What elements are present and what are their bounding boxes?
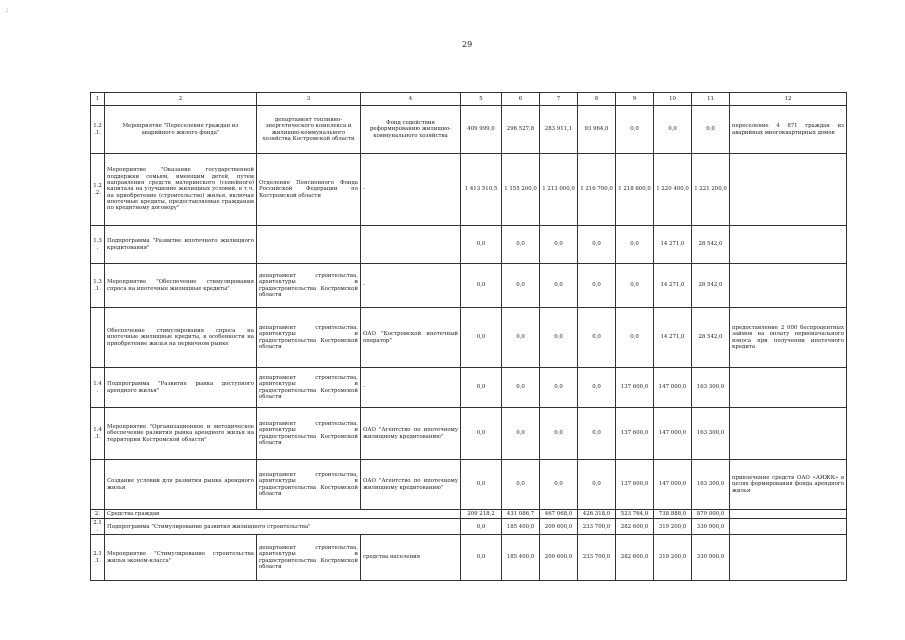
row-value: 0,0: [461, 408, 502, 460]
row-executor: Отделение Пенсионного Фонда Российской Федерации по Костромской области: [257, 154, 361, 226]
row-result: переселение 4 871 граждан из аварийных многоквартирных домов: [730, 106, 847, 154]
row-value: 163 300,0: [692, 408, 730, 460]
page-number: 29: [462, 40, 473, 49]
table-row: [91, 106, 847, 154]
row-result: [730, 226, 847, 264]
column-number: 9: [616, 93, 654, 106]
row-source: Фонд содействия реформированию жилищно-коммунального хозяйства: [361, 106, 461, 154]
row-value: 14 271,0: [654, 308, 692, 368]
row-value: 14 271,0: [654, 264, 692, 308]
section-value: 426 318,0: [578, 510, 616, 519]
section-code: 2.: [91, 510, 105, 519]
row-result: [730, 519, 847, 535]
row-value: 0,0: [540, 264, 578, 308]
section-row: [91, 510, 847, 519]
table-row: [91, 519, 847, 535]
row-value: 163 300,0: [692, 460, 730, 510]
row-value: 0,0: [616, 308, 654, 368]
row-value: 28 542,0: [692, 226, 730, 264]
row-executor: департамент строительства, архитектуры и градостроительства Костромской области: [257, 460, 361, 510]
row-value: 0,0: [461, 460, 502, 510]
row-value: 296 527,8: [502, 106, 540, 154]
column-number: 11: [692, 93, 730, 106]
row-result: [730, 535, 847, 581]
row-value: 409 999,0: [461, 106, 502, 154]
row-code: 1.3.: [91, 226, 105, 264]
row-code: 1.4.1.: [91, 408, 105, 460]
row-value: 282 600,0: [616, 519, 654, 535]
row-value: 0,0: [461, 368, 502, 408]
row-value: 0,0: [461, 535, 502, 581]
row-value: 147 000,0: [654, 408, 692, 460]
row-executor: [257, 226, 361, 264]
table-row: [91, 154, 847, 226]
row-value: 185 400,0: [502, 519, 540, 535]
section-value: 209 218,2: [461, 510, 502, 519]
row-code: 1.2.1.: [91, 106, 105, 154]
row-value: 0,0: [578, 308, 616, 368]
row-value: 137 600,0: [616, 408, 654, 460]
table-row: [91, 460, 847, 510]
row-code: [91, 460, 105, 510]
row-executor: департамент строительства, архитектуры и градостроительства Костромской области: [257, 264, 361, 308]
row-value: 0,0: [654, 106, 692, 154]
row-value: 0,0: [616, 226, 654, 264]
table-row: [91, 226, 847, 264]
row-value: 28 542,0: [692, 308, 730, 368]
row-value: 185 400,0: [502, 535, 540, 581]
row-value: 319 200,0: [654, 519, 692, 535]
section-value: 523 764,0: [616, 510, 654, 519]
program-funding-table: [90, 92, 847, 581]
row-source: средства населения: [361, 535, 461, 581]
row-value: 0,0: [578, 408, 616, 460]
row-value: 0,0: [502, 368, 540, 408]
row-name: Обеспечение стимулирования спроса на ипотечные жилищные кредиты, в особенности на приобретение жилья на первичном рынке: [105, 308, 257, 368]
row-value: 0,0: [502, 460, 540, 510]
section-value: 467 068,0: [540, 510, 578, 519]
section-value: 738 888,0: [654, 510, 692, 519]
row-value: 0,0: [502, 308, 540, 368]
row-value: 1 155 200,0: [502, 154, 540, 226]
row-value: 163 300,0: [692, 368, 730, 408]
row-name: Мероприятие "Переселение граждан из аварийного жилого фонда": [105, 106, 257, 154]
table-row: [91, 408, 847, 460]
row-value: 233 700,0: [578, 519, 616, 535]
row-value: 1 220 400,0: [654, 154, 692, 226]
row-value: 1 213 000,0: [540, 154, 578, 226]
row-value: 14 271,0: [654, 226, 692, 264]
column-number: 8: [578, 93, 616, 106]
row-executor: департамент строительства, архитектуры и градостроительства Костромской области: [257, 408, 361, 460]
row-value: 1 218 600,0: [616, 154, 654, 226]
row-source: -: [361, 368, 461, 408]
row-value: 0,0: [502, 226, 540, 264]
row-value: 0,0: [540, 460, 578, 510]
row-value: 0,0: [461, 264, 502, 308]
row-code: 2.1.: [91, 519, 105, 535]
row-value: 28 542,0: [692, 264, 730, 308]
row-executor: департамент топливно-энергетического комплекса и жилищно-коммунального хозяйства Костромской области: [257, 106, 361, 154]
row-name: Мероприятие "Стимулирование строительства жилья эконом-класса": [105, 535, 257, 581]
row-value: 0,0: [578, 226, 616, 264]
row-value: 0,0: [578, 264, 616, 308]
row-name: Подпрограмма "Развитие рынка доступного арендного жилья": [105, 368, 257, 408]
column-number: 10: [654, 93, 692, 106]
row-code: 1.3.1.: [91, 264, 105, 308]
row-code: 1.4.: [91, 368, 105, 408]
column-number: 6: [502, 93, 540, 106]
row-source: -: [361, 154, 461, 226]
column-number: 4: [361, 93, 461, 106]
row-name: Мероприятие "Организационное и методическое обеспечение развития рынка арендного жилья на территории Костромской области": [105, 408, 257, 460]
table-row: [91, 535, 847, 581]
row-result: предоставление 2 000 беспроцентных займов на оплату первоначального взноса при получении ипотечного кредита: [730, 308, 847, 368]
row-name: Мероприятие "Оказание государственной поддержки семьям, имеющим детей, путем направления средств материнского (семейного) капитала на улучшение жилищных условий, в т.ч. на приобретение (строительство) жилья, включая ипотечные кредиты, предоставляемые гражданам по кредитному договору": [105, 154, 257, 226]
section-label: Средства граждан: [105, 510, 461, 519]
row-name: Создание условий для развития рынка арендного жилья: [105, 460, 257, 510]
row-result: привлечение средств ОАО «АИЖК» в целях формирования фонда арендного жилья: [730, 460, 847, 510]
column-number: 5: [461, 93, 502, 106]
column-number: 1: [91, 93, 105, 106]
row-result: [730, 408, 847, 460]
row-source: ОАО "Агентство по ипотечному жилищному кредитованию": [361, 408, 461, 460]
margin-mark: :: [6, 6, 9, 14]
row-value: 137 600,0: [616, 368, 654, 408]
row-value: 319 200,0: [654, 535, 692, 581]
row-name: Подпрограмма "Стимулирование развития жилищного строительства": [105, 519, 461, 535]
table-row: [91, 368, 847, 408]
row-value: 137 600,0: [616, 460, 654, 510]
row-value: 283 911,1: [540, 106, 578, 154]
row-value: 209 600,0: [540, 519, 578, 535]
row-source: ОАО "Агентство по ипотечному жилищному кредитованию": [361, 460, 461, 510]
row-code: [91, 308, 105, 368]
row-result: [730, 154, 847, 226]
row-result: [730, 368, 847, 408]
row-value: 0,0: [502, 408, 540, 460]
row-value: 330 900,0: [692, 535, 730, 581]
row-code: 2.1.1.: [91, 535, 105, 581]
table-row: [91, 308, 847, 368]
row-executor: департамент строительства, архитектуры и градостроительства Костромской области: [257, 368, 361, 408]
row-name: Мероприятие "Обеспечение стимулирования спроса на ипотечные жилищные кредиты": [105, 264, 257, 308]
row-source: -: [361, 264, 461, 308]
row-value: 282 600,0: [616, 535, 654, 581]
row-value: 0,0: [616, 264, 654, 308]
column-number: 12: [730, 93, 847, 106]
row-name: Подпрограмма "Развитие ипотечного жилищного кредитования": [105, 226, 257, 264]
row-value: 93 964,0: [578, 106, 616, 154]
row-value: 0,0: [540, 226, 578, 264]
row-value: 209 600,0: [540, 535, 578, 581]
row-value: 0,0: [461, 226, 502, 264]
column-number: 2: [105, 93, 257, 106]
column-number: 3: [257, 93, 361, 106]
row-source: [361, 226, 461, 264]
row-value: 0,0: [461, 308, 502, 368]
row-value: 1 221 200,0: [692, 154, 730, 226]
row-executor: департамент строительства, архитектуры и градостроительства Костромской области: [257, 535, 361, 581]
row-value: 1 216 700,0: [578, 154, 616, 226]
row-value: 0,0: [540, 308, 578, 368]
row-value: 0,0: [461, 519, 502, 535]
row-value: 330 900,0: [692, 519, 730, 535]
column-number-row: [91, 93, 847, 106]
row-value: 147 000,0: [654, 368, 692, 408]
row-code: 1.2.2.: [91, 154, 105, 226]
row-result: [730, 264, 847, 308]
row-value: 147 000,0: [654, 460, 692, 510]
section-value: 879 000,0: [692, 510, 730, 519]
row-result: [730, 510, 847, 519]
row-value: 1 413 510,5: [461, 154, 502, 226]
column-number: 7: [540, 93, 578, 106]
row-value: 0,0: [578, 368, 616, 408]
row-value: 0,0: [578, 460, 616, 510]
row-value: 0,0: [616, 106, 654, 154]
row-executor: департамент строительства, архитектуры и градостроительства Костромской области: [257, 308, 361, 368]
section-value: 431 086,7: [502, 510, 540, 519]
row-value: 0,0: [540, 408, 578, 460]
row-value: 233 700,0: [578, 535, 616, 581]
row-source: ОАО "Костромской ипотечный оператор": [361, 308, 461, 368]
row-value: 0,0: [502, 264, 540, 308]
row-value: 0,0: [540, 368, 578, 408]
row-value: 0,0: [692, 106, 730, 154]
table-row: [91, 264, 847, 308]
